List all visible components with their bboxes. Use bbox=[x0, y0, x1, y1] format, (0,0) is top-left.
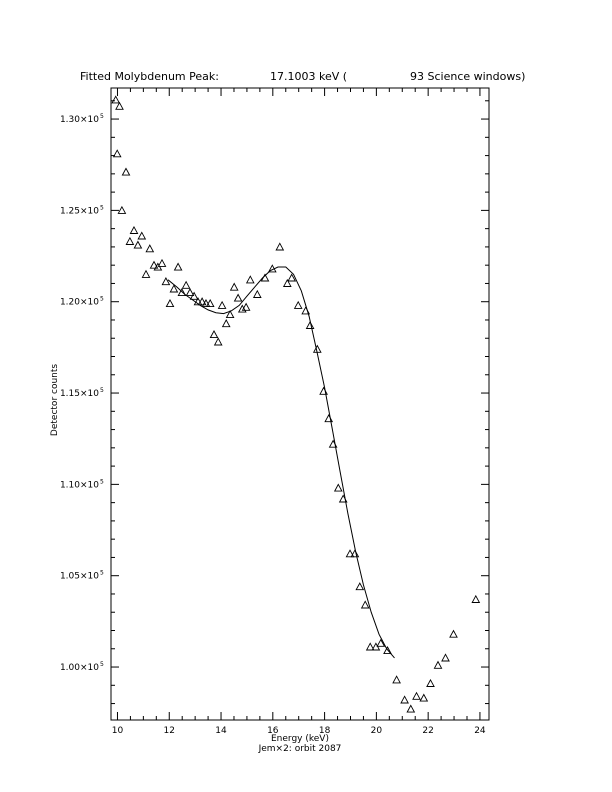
x-axis-label: Energy (keV) bbox=[271, 734, 329, 744]
data-point bbox=[231, 284, 238, 291]
data-point bbox=[166, 300, 173, 307]
data-point bbox=[116, 103, 123, 110]
x-tick-label: 20 bbox=[370, 726, 383, 736]
data-point bbox=[407, 705, 414, 712]
y-tick-exponent: 5 bbox=[100, 387, 104, 395]
y-tick-exponent: 5 bbox=[100, 113, 104, 121]
data-point bbox=[126, 238, 133, 245]
data-point bbox=[118, 207, 125, 214]
chart-subtitle: Jem×2: orbit 2087 bbox=[258, 744, 342, 754]
data-point bbox=[401, 696, 408, 703]
data-point bbox=[254, 291, 261, 298]
y-tick-label: 1.05×10 bbox=[59, 571, 99, 582]
data-point bbox=[130, 227, 137, 234]
data-point bbox=[175, 263, 182, 270]
x-tick-label: 16 bbox=[267, 726, 279, 736]
y-tick-label: 1.10×10 bbox=[59, 480, 99, 491]
data-point bbox=[393, 676, 400, 683]
data-point bbox=[276, 243, 283, 250]
y-tick-label: 1.20×10 bbox=[59, 297, 99, 308]
x-tick-label: 12 bbox=[163, 726, 175, 736]
data-point bbox=[413, 693, 420, 700]
chart-title-right: 93 Science windows) bbox=[410, 70, 526, 83]
data-point bbox=[122, 168, 129, 175]
data-points-layer bbox=[112, 96, 479, 712]
chart-title-middle: 17.1003 keV ( bbox=[270, 70, 348, 83]
data-point bbox=[215, 338, 222, 345]
data-point bbox=[427, 680, 434, 687]
y-tick-exponent: 5 bbox=[100, 295, 104, 303]
plot-frame bbox=[111, 88, 489, 720]
y-axis-ticks bbox=[60, 101, 489, 704]
data-point bbox=[134, 242, 141, 249]
y-tick-exponent: 5 bbox=[100, 569, 104, 577]
data-point bbox=[295, 302, 302, 309]
y-axis-label: Detector counts bbox=[50, 363, 60, 437]
y-tick-label: 1.00×10 bbox=[59, 663, 99, 674]
y-tick-exponent: 5 bbox=[100, 661, 104, 669]
x-tick-label: 22 bbox=[422, 726, 434, 736]
data-point bbox=[235, 295, 242, 302]
data-point bbox=[219, 302, 226, 309]
data-point bbox=[356, 583, 363, 590]
data-point bbox=[351, 550, 358, 557]
x-tick-label: 14 bbox=[215, 726, 227, 736]
data-point bbox=[335, 484, 342, 491]
data-point bbox=[346, 550, 353, 557]
data-point bbox=[210, 331, 217, 338]
x-tick-label: 10 bbox=[111, 726, 124, 736]
data-point bbox=[420, 695, 427, 702]
data-point bbox=[142, 271, 149, 278]
data-point bbox=[183, 282, 190, 289]
data-point bbox=[472, 596, 479, 603]
fit-curve-layer bbox=[168, 267, 395, 658]
data-point bbox=[434, 662, 441, 669]
y-tick-exponent: 5 bbox=[100, 478, 104, 486]
x-tick-label: 18 bbox=[318, 726, 331, 736]
data-point bbox=[162, 278, 169, 285]
fit-curve bbox=[168, 267, 395, 658]
x-tick-label: 24 bbox=[474, 726, 486, 736]
y-tick-exponent: 5 bbox=[100, 204, 104, 212]
data-point bbox=[247, 276, 254, 283]
data-point bbox=[150, 262, 157, 269]
data-point bbox=[450, 631, 457, 638]
data-point bbox=[138, 232, 145, 239]
data-point bbox=[362, 601, 369, 608]
y-tick-label: 1.30×10 bbox=[59, 115, 99, 126]
data-point bbox=[442, 654, 449, 661]
y-tick-label: 1.25×10 bbox=[59, 206, 99, 217]
x-axis-ticks bbox=[112, 88, 486, 736]
data-point bbox=[146, 245, 153, 252]
data-point bbox=[223, 320, 230, 327]
chart-title-left: Fitted Molybdenum Peak: bbox=[80, 70, 219, 83]
data-point bbox=[112, 96, 119, 103]
y-tick-label: 1.15×10 bbox=[59, 389, 99, 400]
